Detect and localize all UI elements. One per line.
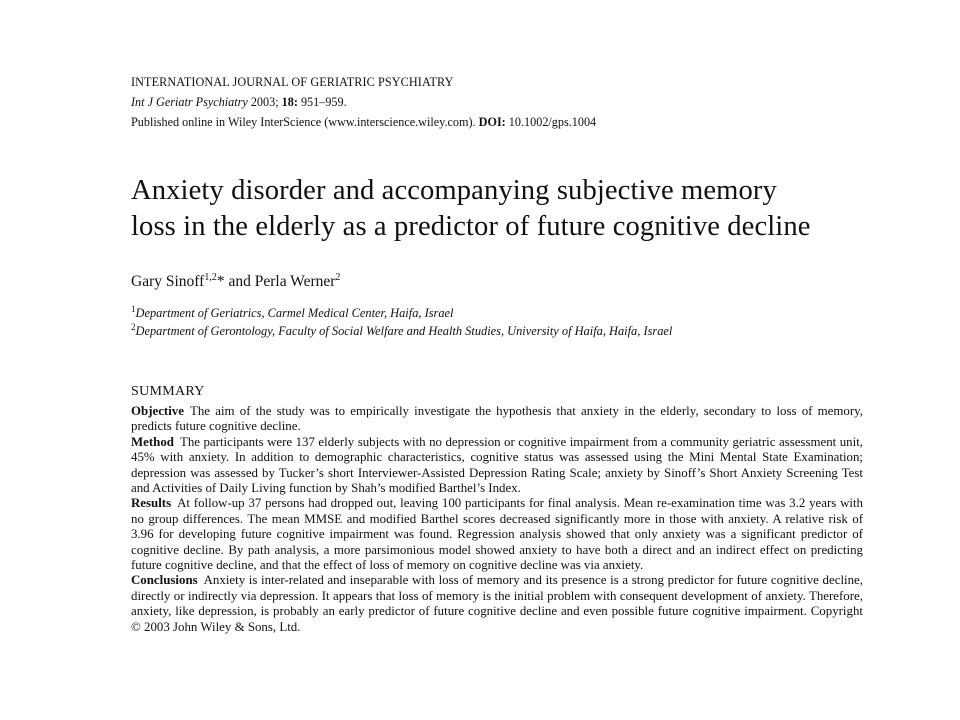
method-paragraph — [131, 435, 863, 497]
author-list — [131, 272, 340, 292]
affiliation-2-text: Department of Gerontology, Faculty of Social Welfare and Health Studies, University of Haifa, Haifa, Israel — [135, 324, 673, 338]
method-label: Method — [131, 434, 174, 449]
author-name-2: Perla Werner — [254, 273, 336, 290]
published-text: Published online in Wiley InterScience (www.interscience.wiley.com). — [131, 115, 476, 129]
title-line-1: Anxiety disorder and accompanying subjective memory — [131, 175, 777, 206]
conclusions-text: Anxiety is inter-related and inseparable with loss of memory and its presence is a strong predictor for future cognitive decline, directly or indirectly via depression. It appears that loss of memory is the initial problem with consequent development of anxiety. Therefore, anxiety, like depression, is probably an early predictor of future cognitive decline and even possible future cognitive impairment. Copyright © 2003 John Wiley & Sons, Ltd. — [131, 573, 863, 634]
doi-value: 10.1002/gps.1004 — [508, 115, 597, 129]
conclusions-label: Conclusions — [131, 573, 198, 588]
affiliation-2-number: 2 — [131, 322, 136, 332]
author-conjunction: and — [228, 273, 251, 290]
affiliations — [131, 304, 891, 340]
citation-pages: 951–959. — [300, 95, 347, 109]
summary-heading: SUMMARY — [131, 384, 205, 399]
results-paragraph — [131, 496, 863, 573]
conclusions-paragraph — [131, 573, 863, 635]
summary-body — [131, 404, 863, 635]
paper-title — [131, 173, 891, 245]
objective-text: The aim of the study was to empirically investigate the hypothesis that anxiety in the elderly, secondary to loss of memory, predicts future cognitive decline. — [131, 404, 863, 434]
author-1-affiliation-sup: 1,2 — [204, 272, 217, 283]
affiliation-1-text: Department of Geriatrics, Carmel Medical Center, Haifa, Israel — [135, 306, 454, 320]
journal-name: INTERNATIONAL JOURNAL OF GERIATRIC PSYCHIATRY — [131, 75, 454, 89]
affiliation-2 — [131, 322, 891, 340]
doi-label: DOI: — [478, 115, 506, 129]
objective-label: Objective — [131, 404, 184, 418]
affiliation-1-number: 1 — [131, 304, 136, 314]
corresponding-author-mark: * — [216, 273, 225, 290]
citation-journal: Int J Geriatr Psychiatry — [131, 95, 248, 109]
author-2-affiliation-sup: 2 — [335, 272, 341, 283]
author-name-1: Gary Sinoff — [131, 273, 205, 290]
results-text: At follow-up 37 persons had dropped out, leaving 100 participants for final analysis. Mean re-examination time was 3.2 years with no group differences. The mean MMSE and modified Barthel scores decreased significantly more in those with anxiety. A relative risk of 3.96 for developing future cognitive impairment was found. Regression analysis showed that only anxiety was a significant predictor of cognitive decline. By path analysis, a more parsimonious model showed anxiety to have both a direct and an indirect effect on predicting future cognitive decline, and that the effect of loss of memory on cognitive decline was via anxiety. — [131, 496, 863, 573]
objective-paragraph — [131, 404, 863, 435]
citation-year: 2003; — [250, 95, 279, 109]
journal-header — [131, 72, 851, 132]
published-online-line — [131, 112, 851, 132]
citation-line — [131, 92, 851, 112]
method-text: The participants were 137 elderly subjects with no depression or cognitive impairment from a community geriatric assessment unit, 45% with anxiety. In addition to demographic characteristics, cognitive status was assessed using the Mini Mental State Examination; depression was assessed by Tucker’s short Interviewer-Assisted Depression Rating Scale; anxiety by Sinoff’s Short Anxiety Screening Test and Activities of Daily Living function by Shah’s modified Barthel’s Index. — [131, 434, 863, 496]
citation-volume: 18: — [281, 95, 298, 109]
title-line-2: loss in the elderly as a predictor of future cognitive decline — [131, 211, 811, 242]
affiliation-1 — [131, 304, 891, 322]
results-label: Results — [131, 496, 172, 511]
